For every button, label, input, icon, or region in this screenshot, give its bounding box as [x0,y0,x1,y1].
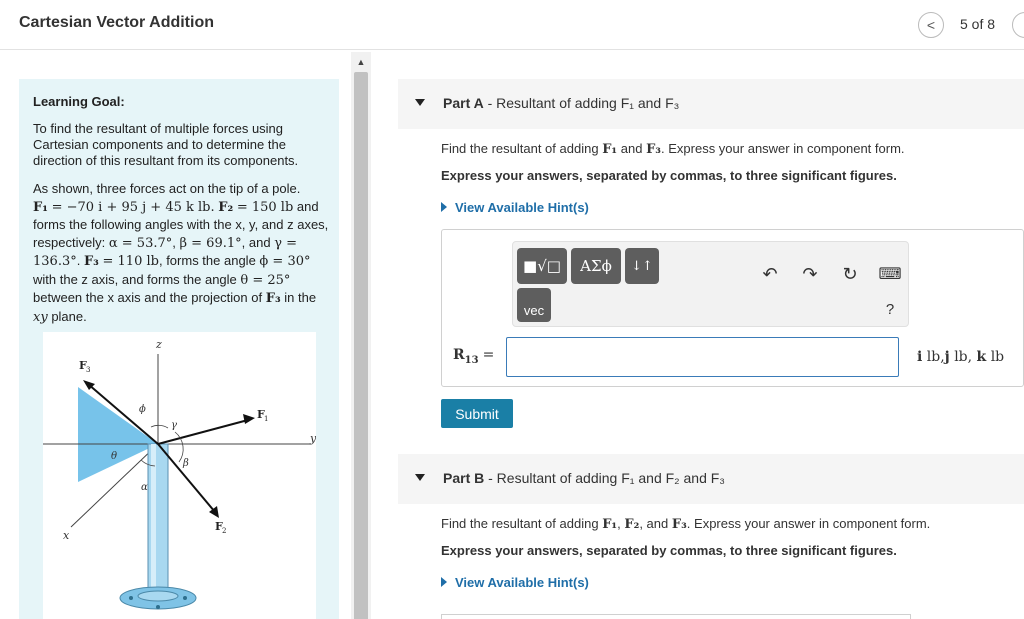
scroll-thumb[interactable] [354,72,368,619]
question-prefix: Find the resultant of adding [441,141,599,156]
unit-k-lb: lb [986,349,1005,365]
unit-i: i [917,349,923,365]
answer-label-r: R [453,347,465,363]
f1-arrowhead [243,414,255,424]
unit-k: k [976,349,987,365]
keyboard-icon[interactable]: ⌨ [878,266,902,283]
part-a-header[interactable] [398,79,1024,129]
bolt [129,596,133,600]
question-prefix: Find the resultant of adding [441,516,599,531]
question-sep: , [617,516,621,531]
arrows-button[interactable]: ↓↑ [625,248,659,284]
label-f3-sub: 3 [86,366,91,374]
label-f1: F [257,408,265,421]
phi-value: ϕ = 30° [259,254,311,269]
scroll-up-icon[interactable]: ▲ [356,57,366,67]
answer-input[interactable] [506,337,899,377]
label-phi: ϕ [139,404,146,415]
vec-button[interactable]: vec [517,288,551,322]
next-page-button[interactable] [1012,12,1024,38]
f3-expression: = 110 lb [102,254,159,269]
problem-intro: As shown, three forces act on the tip of a pole. [33,181,301,196]
label-y: y [310,432,316,445]
force-diagram [43,332,316,619]
answer-equals: = [482,347,495,363]
scrollbar[interactable] [351,52,371,619]
label-f2: F [215,520,223,533]
f3-text-5: plane. [51,308,87,324]
unit-j-lb: lb, [949,349,973,365]
redo-icon[interactable]: ↷ [802,263,818,284]
learning-goal-title: Learning Goal: [33,94,125,109]
phi-arc [151,425,168,428]
part-b-label: Part B [443,470,485,486]
answer-units [917,349,1004,365]
vector-f2: F₂ [624,517,640,532]
plane-label: xy [33,309,48,325]
f3-label: F₃ [83,254,99,269]
learning-goal-pane [19,79,339,619]
submit-button[interactable]: Submit [441,399,513,428]
part-a-question [441,141,905,157]
caret-down-icon[interactable] [415,99,425,106]
bolt [183,596,187,600]
label-z: z [156,338,162,351]
question-and: and [620,141,643,156]
answer-label [453,347,494,366]
part-a-label: Part A [443,95,484,111]
f3-text-1: , forms the angle [158,253,256,268]
problem-statement: As shown, three forces act on the tip of a pole. F₁ = −70 i + 95 j + 45 k lb. F₂ = 150 lb and forms the following angles with the x, y, and z axes, respectively: α = 53.7°, β = 69.1°, and γ = 136.3°. F₃ = 110 lb, forms the angle ϕ = 30° with the z axis, and forms the angle θ = 25° between the x axis and the projection of F₃ in the xy plane. [33,181,329,325]
learning-goal-text: To find the resultant of multiple forces using Cartesian components and to determine the direction of this resultant from its components. [33,121,299,168]
previous-page-button[interactable] [918,12,944,38]
f3-label-2: F₃ [265,291,281,306]
unit-i-lb: lb, [922,349,945,365]
greek-symbols-button[interactable]: ΑΣϕ [571,248,621,284]
hint-link-text[interactable]: View Available Hint(s) [455,575,589,590]
f3-text-3: between the x axis and the projection of [33,290,263,305]
label-theta: θ [111,451,118,462]
chevron-left-icon: < [926,17,936,33]
part-a-title-text: - Resultant of adding F₁ and F₃ [483,95,680,111]
gamma-prefix: and [248,234,271,250]
label-x: x [63,529,70,542]
reset-icon[interactable]: ↻ [842,263,858,284]
gamma-value: γ = 136.3° [33,235,297,269]
label-alpha: α [141,482,148,493]
vector-f3: F₃ [646,142,662,157]
part-b-header[interactable] [398,454,1024,504]
part-b-question [441,516,930,532]
page-indicator: 5 of 8 [960,16,996,32]
part-b-title [443,470,725,486]
label-beta: β [183,458,189,469]
answer-label-sub: 13 [464,354,479,366]
part-a-hint-link[interactable] [441,200,589,215]
part-b-title-text: - Resultant of adding F₁ and F₂ and F₃ [484,470,725,486]
vector-f1: F₁ [602,517,618,532]
answer-box [441,229,1024,387]
template-button[interactable]: ■√□ [517,248,567,284]
undo-icon[interactable]: ↶ [762,263,778,284]
caret-down-icon[interactable] [415,474,425,481]
beta-arc [175,432,183,462]
label-gamma: γ [171,420,177,431]
question-suffix: . Express your answer in component form. [661,141,905,156]
part-b-hint-link[interactable] [441,575,589,590]
question-and: , and [639,516,669,531]
part-a-instruction: Express your answers, separated by commas, to three significant figures. [441,168,897,183]
page-title: Cartesian Vector Addition [19,14,214,31]
pole-base-top [138,591,178,601]
f3-text-4: in the [284,290,317,305]
part-a-title [443,95,679,111]
question-suffix: . Express your answer in component form. [686,516,931,531]
part-b-instruction: Express your answers, separated by commas, to three significant figures. [441,543,897,558]
force-diagram-svg [43,332,316,619]
label-f2-sub: 2 [222,527,227,535]
f1-label: F₁ [33,199,48,215]
f2-expression: = 150 lb [236,199,294,215]
bolt [156,605,160,609]
math-toolbar [512,241,909,327]
f1-expression: = −70 i + 95 j + 45 k lb. [51,199,215,215]
help-icon[interactable]: ? [885,300,895,318]
caret-right-icon [441,577,447,587]
f2-label: F₂ [218,199,234,215]
angles-text: and forms the following angles with the x, y, and z axes, respectively: [33,198,329,250]
label-f1-sub: 1 [264,415,269,423]
hint-link-text[interactable]: View Available Hint(s) [455,200,589,215]
beta-value: β = 69.1° [179,235,242,251]
pole-highlight [151,444,156,594]
vector-f3: F₃ [671,517,687,532]
theta-value: θ = 25° [240,272,291,288]
caret-right-icon [441,202,447,212]
f3-text-2: with the z axis, and forms the angle [33,271,237,287]
part-b-answer-box [441,614,911,619]
vector-f1: F₁ [602,142,618,157]
label-f3: F [79,359,87,372]
alpha-value: α = 53.7° [108,235,173,251]
unit-j: j [944,349,950,365]
header [0,0,1024,50]
